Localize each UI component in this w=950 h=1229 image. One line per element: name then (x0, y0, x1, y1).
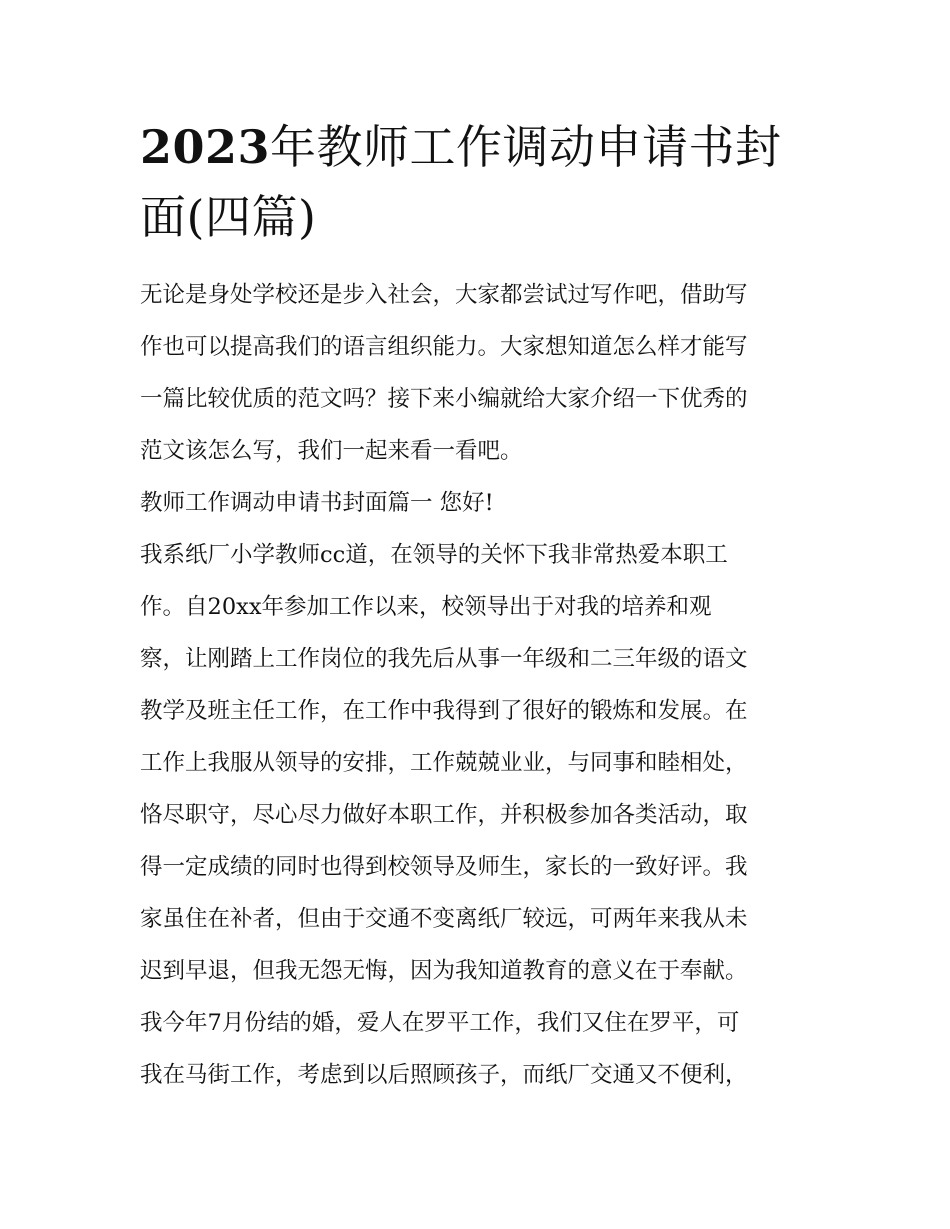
title-year: 2023 (140, 120, 271, 174)
body-line: 我今年7月份结的婚，爱人在罗平工作，我们又住在罗平，可 (140, 1010, 740, 1036)
intro-line: 一篇比较优质的范文吗？接下来小编就给大家介绍一下优秀的 (140, 386, 748, 412)
title-line-1: 2023年教师工作调动申请书封 (140, 120, 782, 174)
body-line: 迟到早退，但我无怨无悔，因为我知道教育的意义在于奉献。 (140, 958, 748, 984)
body-line: 家虽住在补者，但由于交通不变离纸厂较远，可两年来我从未 (140, 906, 748, 932)
document-body (140, 269, 812, 1101)
intro-line: 作也可以提高我们的语言组织能力。大家想知道怎么样才能写 (140, 334, 748, 360)
body-line: 我系纸厂小学教师cc道，在领导的关怀下我非常热爱本职工 (140, 542, 728, 568)
body-line: 察，让刚踏上工作岗位的我先后从事一年级和二三年级的语文 (140, 646, 748, 672)
body-line: 恪尽职守，尽心尽力做好本职工作，并积极参加各类活动，取 (140, 802, 748, 828)
title-line-2: 面(四篇) (140, 190, 317, 244)
intro-line: 无论是身处学校还是步入社会，大家都尝试过写作吧，借助写 (140, 282, 748, 308)
body-line: 得一定成绩的同时也得到校领导及师生，家长的一致好评。我 (140, 854, 748, 880)
body-line: 我在马街工作，考虑到以后照顾孩子，而纸厂交通又不便利， (140, 1062, 748, 1088)
document-page (140, 112, 812, 1101)
document-title (140, 112, 812, 252)
body-line: 教学及班主任工作，在工作中我得到了很好的锻炼和发展。在 (140, 698, 748, 724)
intro-line: 范文该怎么写，我们一起来看一看吧。 (140, 438, 523, 464)
body-line: 工作上我服从领导的安排，工作兢兢业业，与同事和睦相处， (140, 750, 748, 776)
body-line: 作。自20xx年参加工作以来，校领导出于对我的培养和观 (140, 594, 712, 620)
section-heading: 教师工作调动申请书封面篇一 您好! (140, 490, 494, 516)
